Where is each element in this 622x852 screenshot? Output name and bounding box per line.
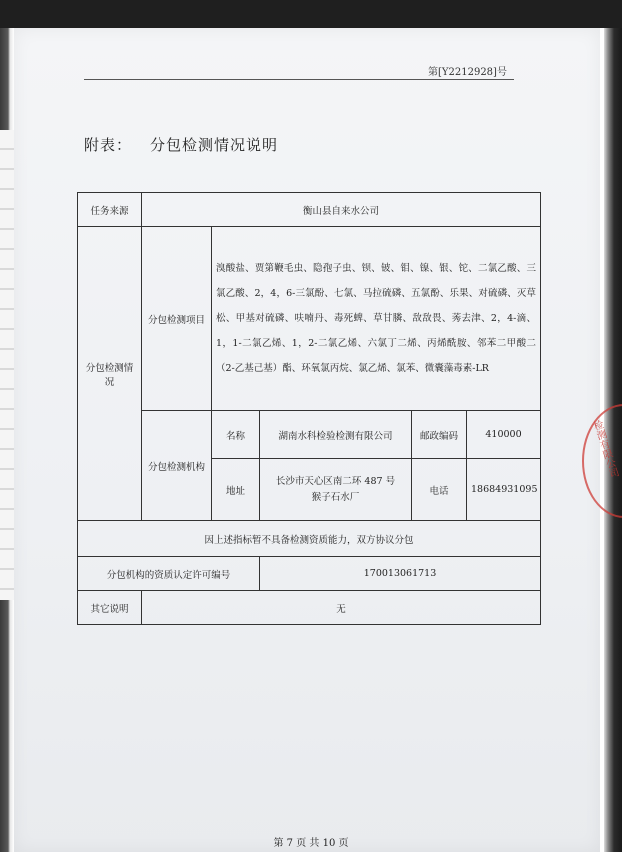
address-label: 地址 (212, 459, 260, 521)
subcontract-table (77, 192, 541, 625)
row-task-source (78, 193, 541, 227)
subcontract-label: 分包检测情况 (78, 227, 142, 521)
annex-label: 附表： (84, 136, 133, 154)
address-line-1: 长沙市天心区南二环 487 号 (275, 475, 396, 487)
org-label: 分包检测机构 (142, 411, 212, 521)
items-label: 分包检测项目 (142, 227, 212, 411)
row-reason (78, 521, 541, 557)
cert-label: 分包机构的资质认定许可编号 (78, 557, 260, 591)
report-number: 第[Y2212928]号 (428, 67, 507, 78)
page-number: 第 7 页 共 10 页 (273, 838, 349, 849)
name-label: 名称 (212, 411, 260, 459)
address-line-2: 猴子石水厂 (311, 491, 360, 503)
address-value (260, 459, 412, 521)
task-source-label: 任务来源 (78, 193, 142, 227)
row-other (78, 591, 541, 625)
annex-heading (84, 134, 296, 155)
row-cert (78, 557, 541, 591)
postcode-label: 邮政编码 (412, 411, 467, 459)
annex-title: 分包检测情况说明 (150, 136, 279, 154)
other-value: 无 (142, 591, 541, 625)
seal-text: 检测有限公司 (589, 419, 619, 480)
row-items (78, 227, 541, 411)
task-source-value: 衡山县自来水公司 (142, 193, 541, 227)
other-label: 其它说明 (78, 591, 142, 625)
items-value: 溴酸盐、贾第鞭毛虫、隐孢子虫、钡、铍、钼、镍、银、铊、二氯乙酸、三氯乙酸、2，4，6-三氯酚、七氯、马拉硫磷、五氯酚、乐果、对硫磷、灭草松、甲基对硫磷、呋喃丹、毒死蜱、草甘膦、敌敌畏、莠去津、2，4-滴、1，1-二氯乙烯、1，2-二氯乙烯、六氯丁二烯、丙烯酰胺、邻苯二甲酸二（2-乙基己基）酯、环氧氯丙烷、氯乙烯、氯苯、微囊藻毒素-LR (212, 227, 541, 411)
reason-text: 因上述指标暂不具备检测资质能力，双方协议分包 (78, 521, 541, 557)
top-shadow (0, 0, 622, 28)
row-org-name (78, 411, 541, 459)
phone-label: 电话 (412, 459, 467, 521)
header-rule (84, 79, 514, 80)
postcode-value: 410000 (467, 411, 541, 459)
cert-value: 170013061713 (260, 557, 541, 591)
name-value: 湖南水科检验检测有限公司 (260, 411, 412, 459)
phone-value: 18684931095 (467, 459, 541, 521)
